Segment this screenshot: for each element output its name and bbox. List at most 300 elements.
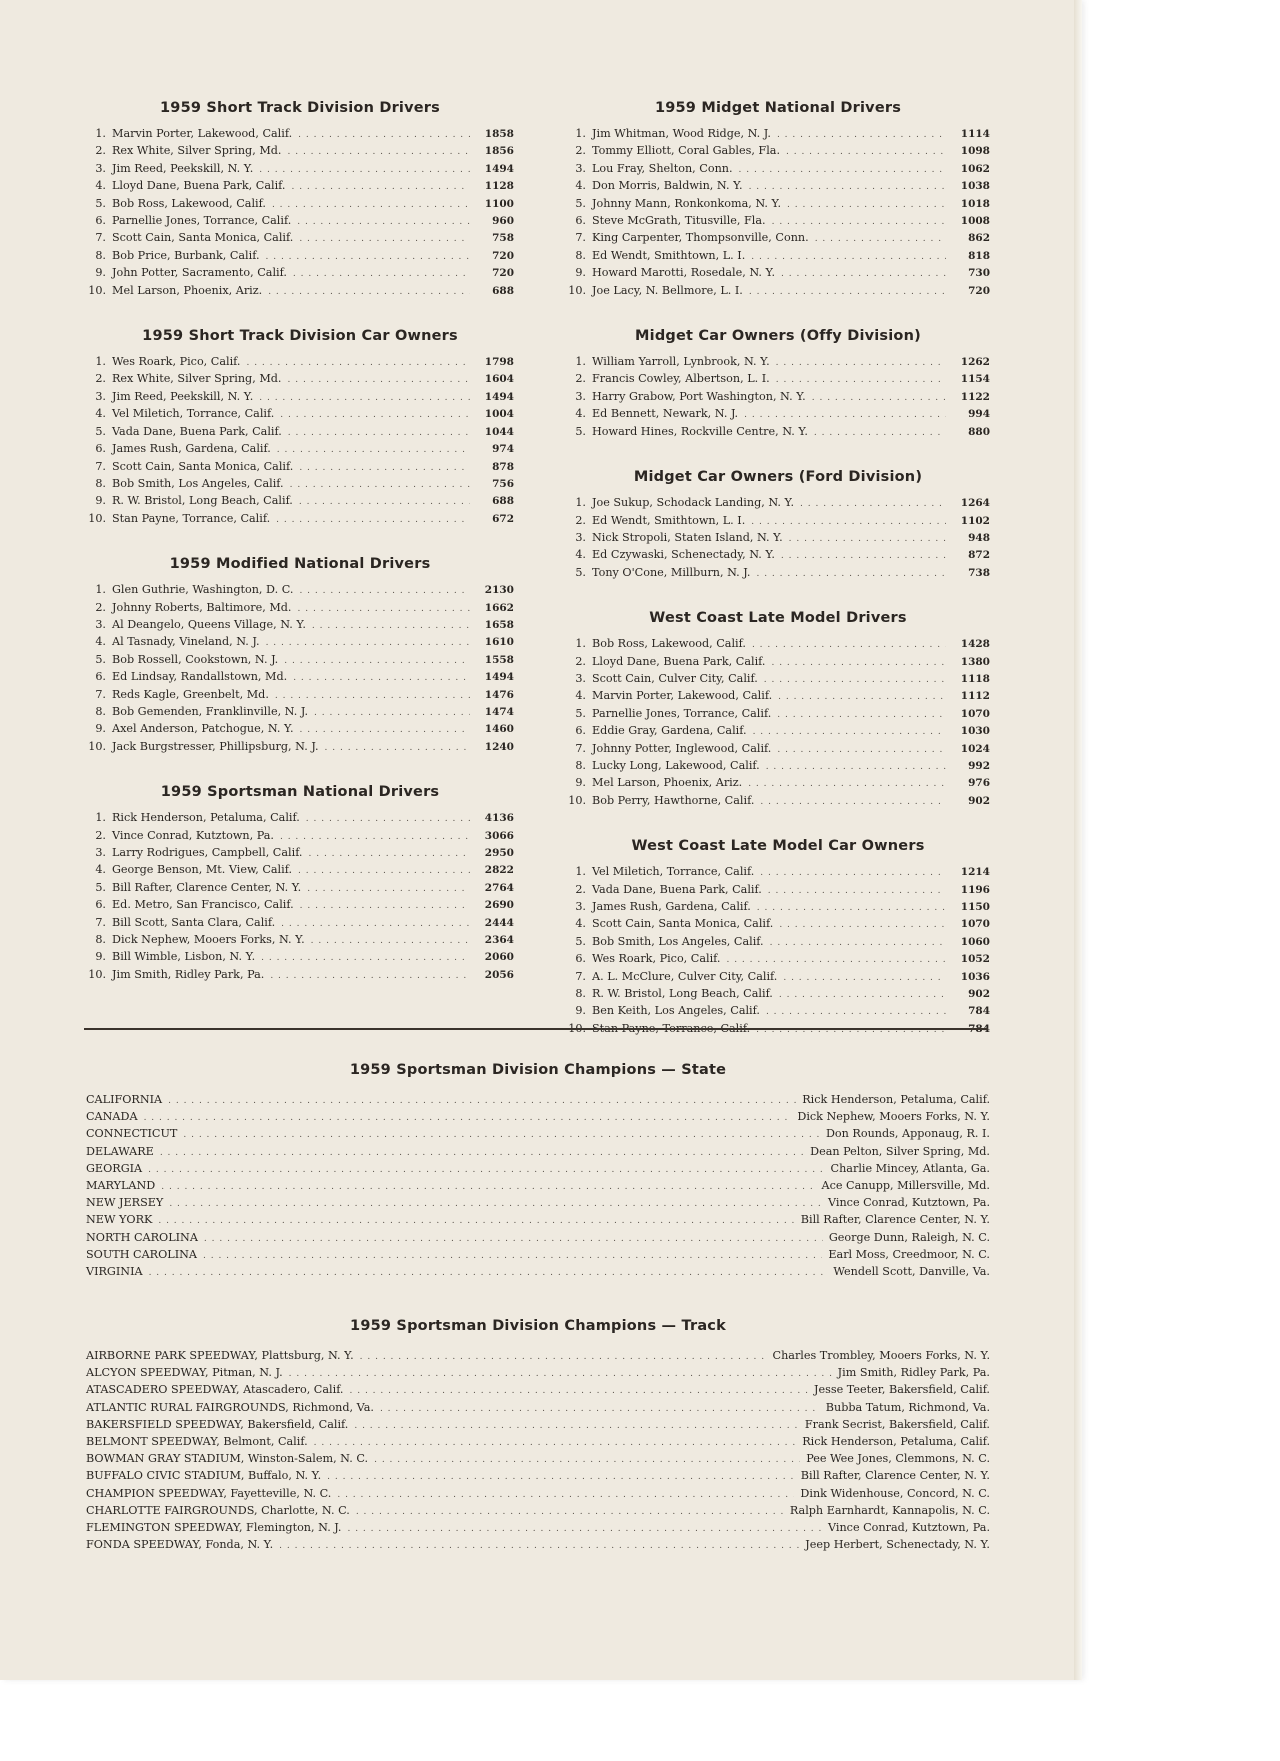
champion-row bbox=[86, 1230, 990, 1247]
rank-number: 1. bbox=[95, 583, 106, 597]
dot-leader bbox=[781, 548, 946, 564]
points-value: 758 bbox=[492, 232, 514, 245]
dot-leader bbox=[288, 144, 471, 160]
dot-leader bbox=[293, 266, 470, 282]
dot-leader bbox=[748, 776, 946, 792]
rank-number: 1. bbox=[575, 496, 586, 510]
standings-row bbox=[566, 951, 990, 968]
points-value: 976 bbox=[968, 777, 990, 790]
dot-leader bbox=[149, 1265, 828, 1281]
rank-number: 8. bbox=[575, 987, 586, 1001]
rank-number: 4. bbox=[95, 179, 106, 193]
champion-row bbox=[86, 1503, 990, 1520]
entrant-name: Jim Whitman, Wood Ridge, N. J. bbox=[592, 127, 771, 140]
points-value: 1060 bbox=[960, 935, 990, 948]
dot-leader bbox=[786, 144, 946, 160]
points-value: 992 bbox=[968, 759, 990, 772]
champion-name: Vince Conrad, Kutztown, Pa. bbox=[828, 1521, 990, 1535]
dot-leader bbox=[778, 689, 946, 705]
rank-number: 3. bbox=[95, 846, 106, 859]
champion-row bbox=[86, 1365, 990, 1382]
dot-leader bbox=[288, 425, 470, 441]
entrant-name: Bill Wimble, Lisbon, N. Y. bbox=[112, 950, 256, 964]
points-value: 2764 bbox=[484, 881, 514, 894]
champion-row bbox=[86, 1348, 990, 1365]
entrant-name: Parnellie Jones, Torrance, Calif. bbox=[112, 214, 292, 228]
rank-number: 9. bbox=[575, 266, 586, 280]
dot-leader bbox=[277, 442, 470, 458]
dot-leader bbox=[279, 1538, 799, 1554]
standings-row bbox=[566, 513, 990, 530]
rank-number: 9. bbox=[95, 494, 106, 508]
points-value: 1018 bbox=[960, 197, 990, 210]
standings-list bbox=[86, 354, 514, 528]
standings-row bbox=[566, 161, 990, 178]
standings-row bbox=[566, 126, 990, 143]
points-value: 1474 bbox=[484, 705, 514, 718]
points-value: 902 bbox=[968, 794, 990, 807]
dot-leader bbox=[276, 512, 470, 528]
entrant-name: Bob Ross, Lakewood, Calif. bbox=[592, 637, 746, 651]
entrant-name: Scott Cain, Santa Monica, Calif. bbox=[112, 231, 294, 245]
standings-row bbox=[566, 424, 990, 441]
entrant-name: Scott Cain, Santa Monica, Calif. bbox=[112, 459, 294, 473]
state-champions-title: 1959 Sportsman Division Champions — State bbox=[349, 1062, 727, 1078]
rank-number: 3. bbox=[575, 161, 586, 175]
points-value: 872 bbox=[968, 549, 990, 562]
rank-number: 1. bbox=[575, 865, 586, 879]
standings-row bbox=[86, 371, 514, 388]
champion-location: DELAWARE bbox=[86, 1144, 154, 1158]
points-value: 1030 bbox=[960, 725, 990, 738]
points-value: 2130 bbox=[484, 584, 514, 597]
champion-location: CALIFORNIA bbox=[86, 1093, 163, 1106]
rank-number: 3. bbox=[95, 161, 106, 175]
points-value: 1494 bbox=[484, 390, 514, 403]
dot-leader bbox=[753, 724, 946, 740]
champion-name: Don Rounds, Apponaug, R. I. bbox=[825, 1127, 990, 1141]
standings-row bbox=[86, 652, 514, 669]
dot-leader bbox=[272, 197, 470, 213]
standings-row bbox=[566, 899, 990, 916]
standings-list bbox=[86, 582, 514, 756]
entrant-name: Rick Henderson, Petaluma, Calif. bbox=[112, 811, 300, 825]
champion-name: Wendell Scott, Danville, Va. bbox=[833, 1265, 990, 1279]
section-title: Midget Car Owners (Offy Division) bbox=[635, 328, 921, 345]
champion-name: George Dunn, Raleigh, N. C. bbox=[828, 1230, 990, 1244]
dot-leader bbox=[268, 284, 470, 300]
dot-leader bbox=[284, 653, 470, 669]
champion-location: CONNECTICUT bbox=[86, 1127, 178, 1141]
standings-row bbox=[86, 634, 514, 651]
standings-row bbox=[86, 161, 514, 178]
standings-row bbox=[86, 880, 514, 897]
champion-location: ALCYON SPEEDWAY, Pitman, N. J. bbox=[86, 1366, 283, 1380]
champion-row bbox=[86, 1486, 990, 1503]
dot-leader bbox=[350, 1383, 809, 1399]
dot-leader bbox=[280, 829, 470, 845]
rank-number: 2. bbox=[575, 144, 586, 158]
points-value: 720 bbox=[968, 284, 990, 297]
standings-row bbox=[566, 706, 990, 723]
dot-leader bbox=[360, 1349, 767, 1365]
champion-location: AIRBORNE PARK SPEEDWAY, Plattsburg, N. Y. bbox=[86, 1349, 354, 1362]
standings-row bbox=[86, 687, 514, 704]
entrant-name: Tony O'Cone, Millburn, N. J. bbox=[592, 565, 751, 579]
champion-row bbox=[86, 1537, 990, 1554]
entrant-name: Bob Gemenden, Franklinville, N. J. bbox=[112, 704, 309, 718]
entrant-name: Ed Bennett, Newark, N. J. bbox=[592, 407, 739, 421]
champion-name: Jeep Herbert, Schenectady, N. Y. bbox=[805, 1538, 990, 1552]
rank-number: 1. bbox=[95, 127, 106, 140]
rank-number: 8. bbox=[95, 933, 106, 947]
rank-number: 5. bbox=[95, 196, 106, 210]
entrant-name: Marvin Porter, Lakewood, Calif. bbox=[112, 127, 293, 140]
dot-leader bbox=[766, 759, 946, 775]
entrant-name: Bob Smith, Los Angeles, Calif. bbox=[112, 476, 284, 490]
points-value: 784 bbox=[968, 1022, 990, 1035]
rank-number: 7. bbox=[95, 231, 106, 245]
entrant-name: R. W. Bristol, Long Beach, Calif. bbox=[592, 987, 773, 1001]
dot-leader bbox=[261, 950, 470, 966]
standings-row bbox=[86, 617, 514, 634]
rank-number: 5. bbox=[95, 424, 106, 438]
dot-leader bbox=[183, 1127, 820, 1143]
dot-leader bbox=[169, 1196, 822, 1212]
dot-leader bbox=[314, 1435, 797, 1451]
champion-location: BOWMAN GRAY STADIUM, Winston-Salem, N. C. bbox=[86, 1452, 369, 1466]
dot-leader bbox=[726, 952, 946, 968]
champion-location: SOUTH CAROLINA bbox=[86, 1247, 197, 1261]
rank-number: 10. bbox=[568, 793, 586, 807]
champion-location: NEW YORK bbox=[86, 1213, 153, 1227]
standings-row bbox=[566, 916, 990, 933]
rank-number: 4. bbox=[575, 917, 586, 931]
points-value: 1004 bbox=[484, 408, 514, 421]
rank-number: 2. bbox=[575, 882, 586, 896]
dot-leader bbox=[752, 637, 946, 653]
rank-number: 5. bbox=[575, 565, 586, 579]
dot-leader bbox=[760, 865, 946, 881]
points-value: 1062 bbox=[960, 162, 990, 175]
dot-leader bbox=[783, 970, 946, 986]
points-value: 720 bbox=[492, 249, 514, 262]
standings-row bbox=[566, 758, 990, 775]
standings-row bbox=[566, 530, 990, 547]
points-value: 672 bbox=[492, 512, 514, 525]
champion-row bbox=[86, 1092, 990, 1109]
points-value: 2444 bbox=[484, 916, 514, 929]
entrant-name: Dick Nephew, Mooers Forks, N. Y. bbox=[112, 933, 305, 947]
standings-row bbox=[86, 721, 514, 738]
dot-leader bbox=[779, 987, 946, 1003]
standings-list bbox=[566, 126, 990, 300]
section-title: 1959 Short Track Division Drivers bbox=[160, 100, 440, 116]
champion-location: CANADA bbox=[86, 1110, 138, 1124]
standings-row bbox=[566, 406, 990, 423]
section-title: West Coast Late Model Car Owners bbox=[631, 838, 925, 855]
standings-row bbox=[86, 196, 514, 213]
rank-number: 1. bbox=[95, 355, 106, 369]
dot-leader bbox=[299, 583, 470, 599]
rank-number: 8. bbox=[95, 704, 106, 718]
points-value: 4136 bbox=[484, 812, 514, 825]
rank-number: 1. bbox=[575, 127, 586, 140]
champion-location: VIRGINIA bbox=[86, 1265, 143, 1279]
entrant-name: Al Tasnady, Vineland, N. J. bbox=[112, 635, 260, 649]
standings-list bbox=[86, 810, 514, 984]
standings-row bbox=[566, 986, 990, 1003]
standings-row bbox=[86, 845, 514, 862]
standings-section bbox=[566, 469, 990, 582]
points-value: 1494 bbox=[484, 671, 514, 684]
entrant-name: Ben Keith, Los Angeles, Calif. bbox=[592, 1004, 760, 1018]
entrant-name: Steve McGrath, Titusville, Fla. bbox=[592, 214, 766, 228]
rank-number: 8. bbox=[95, 248, 106, 262]
dot-leader bbox=[356, 1504, 784, 1520]
points-value: 1098 bbox=[960, 145, 990, 158]
points-value: 1070 bbox=[960, 918, 990, 931]
entrant-name: Rex White, Silver Spring, Md. bbox=[112, 372, 282, 386]
points-value: 1856 bbox=[484, 145, 514, 158]
points-value: 3066 bbox=[484, 829, 514, 842]
standings-row bbox=[566, 775, 990, 792]
standings-row bbox=[566, 265, 990, 282]
rank-number: 10. bbox=[88, 739, 106, 753]
dot-leader bbox=[751, 249, 946, 265]
dot-leader bbox=[299, 494, 470, 510]
standings-list bbox=[566, 864, 990, 1038]
dot-leader bbox=[770, 935, 946, 951]
standings-row bbox=[86, 283, 514, 300]
points-value: 2060 bbox=[484, 951, 514, 964]
standings-row bbox=[566, 248, 990, 265]
standings-row bbox=[86, 213, 514, 230]
entrant-name: Jim Reed, Peekskill, N. Y. bbox=[112, 161, 254, 175]
entrant-name: Joe Sukup, Schodack Landing, N. Y. bbox=[592, 496, 795, 510]
entrant-name: A. L. McClure, Culver City, Calif. bbox=[592, 969, 778, 983]
dot-leader bbox=[739, 162, 946, 178]
champion-name: Dick Nephew, Mooers Forks, N. Y. bbox=[797, 1110, 990, 1124]
champion-name: Jim Smith, Ridley Park, Pa. bbox=[837, 1366, 990, 1380]
standings-row bbox=[566, 547, 990, 564]
standings-row bbox=[566, 741, 990, 758]
points-value: 1150 bbox=[960, 901, 990, 913]
dot-leader bbox=[266, 635, 470, 651]
standings-section bbox=[566, 100, 990, 300]
entrant-name: Jack Burgstresser, Phillipsburg, N. J. bbox=[112, 739, 319, 753]
standings-row bbox=[86, 459, 514, 476]
rank-number: 9. bbox=[95, 950, 106, 964]
dot-leader bbox=[144, 1110, 792, 1126]
entrant-name: Vada Dane, Buena Park, Calif. bbox=[592, 882, 762, 896]
rank-number: 1. bbox=[575, 637, 586, 651]
entrant-name: Parnellie Jones, Torrance, Calif. bbox=[592, 706, 772, 720]
champion-row bbox=[86, 1247, 990, 1264]
dot-leader bbox=[781, 266, 946, 282]
entrant-name: Tommy Elliott, Coral Gables, Fla. bbox=[592, 144, 780, 158]
standings-row bbox=[566, 565, 990, 582]
entrant-name: Wes Roark, Pico, Calif. bbox=[592, 952, 721, 966]
dot-leader bbox=[776, 372, 946, 388]
champion-location: GEORGIA bbox=[86, 1161, 143, 1175]
standings-row bbox=[566, 688, 990, 705]
standings-row bbox=[566, 882, 990, 899]
dot-leader bbox=[312, 618, 470, 634]
dot-leader bbox=[787, 197, 946, 213]
entrant-name: Ed Czywaski, Schenectady, N. Y. bbox=[592, 548, 775, 562]
standings-row bbox=[86, 967, 514, 984]
standings-row bbox=[566, 723, 990, 740]
entrant-name: Vel Miletich, Torrance, Calif. bbox=[592, 865, 755, 879]
dot-leader bbox=[161, 1179, 815, 1195]
entrant-name: Johnny Roberts, Baltimore, Md. bbox=[112, 600, 292, 614]
points-value: 1044 bbox=[484, 425, 514, 438]
dot-leader bbox=[777, 742, 946, 758]
points-value: 1798 bbox=[484, 356, 514, 369]
points-value: 1036 bbox=[960, 970, 990, 983]
points-value: 1558 bbox=[484, 653, 514, 666]
standings-row bbox=[86, 739, 514, 756]
standings-row bbox=[566, 178, 990, 195]
dot-leader bbox=[204, 1231, 823, 1247]
section-title: 1959 Short Track Division Car Owners bbox=[142, 328, 458, 345]
dot-leader bbox=[298, 863, 470, 879]
standings-row bbox=[566, 793, 990, 810]
champion-location: BAKERSFIELD SPEEDWAY, Bakersfield, Calif. bbox=[86, 1417, 349, 1431]
entrant-name: Jim Reed, Peekskill, N. Y. bbox=[112, 389, 254, 403]
standings-row bbox=[86, 126, 514, 143]
standings-row bbox=[86, 897, 514, 914]
points-value: 974 bbox=[492, 443, 514, 456]
points-value: 1262 bbox=[960, 356, 990, 369]
points-value: 1494 bbox=[484, 162, 514, 175]
points-value: 862 bbox=[968, 232, 990, 245]
entrant-name: Jim Smith, Ridley Park, Pa. bbox=[112, 967, 265, 981]
points-value: 1658 bbox=[484, 618, 514, 631]
left-column bbox=[86, 100, 514, 1012]
points-value: 720 bbox=[492, 267, 514, 280]
standings-section bbox=[566, 328, 990, 441]
champion-row bbox=[86, 1178, 990, 1195]
dot-leader bbox=[766, 1004, 946, 1020]
rank-number: 3. bbox=[95, 617, 106, 631]
standings-row bbox=[566, 283, 990, 300]
standings-row bbox=[566, 371, 990, 388]
standings-row bbox=[86, 669, 514, 686]
entrant-name: Johnny Potter, Inglewood, Calif. bbox=[592, 741, 772, 755]
track-champions-section bbox=[86, 1318, 990, 1554]
standings-row bbox=[86, 230, 514, 247]
points-value: 2690 bbox=[484, 899, 514, 912]
section-title: 1959 Modified National Drivers bbox=[169, 556, 431, 573]
points-value: 1128 bbox=[484, 180, 514, 193]
points-value: 1460 bbox=[484, 723, 514, 736]
entrant-name: Francis Cowley, Albertson, L. I. bbox=[592, 372, 770, 386]
dot-leader bbox=[275, 688, 470, 704]
dot-leader bbox=[776, 355, 946, 371]
entrant-name: King Carpenter, Thompsonville, Conn. bbox=[592, 231, 809, 245]
standings-row bbox=[566, 636, 990, 653]
standings-row bbox=[86, 389, 514, 406]
standings-section bbox=[566, 610, 990, 810]
entrant-name: Mel Larson, Phoenix, Ariz. bbox=[592, 776, 743, 790]
entrant-name: Howard Marotti, Rosedale, N. Y. bbox=[592, 266, 776, 280]
points-value: 1604 bbox=[484, 373, 514, 386]
champion-location: ATASCADERO SPEEDWAY, Atascadero, Calif. bbox=[86, 1383, 344, 1397]
entrant-name: Harry Grabow, Port Washington, N. Y. bbox=[592, 389, 806, 403]
entrant-name: Bob Ross, Lakewood, Calif. bbox=[112, 196, 266, 210]
section-title: West Coast Late Model Drivers bbox=[649, 610, 907, 627]
dot-leader bbox=[800, 496, 946, 512]
track-champions-title: 1959 Sportsman Division Champions — Track bbox=[350, 1318, 726, 1334]
entrant-name: Don Morris, Baldwin, N. Y. bbox=[592, 179, 743, 193]
points-value: 1070 bbox=[960, 707, 990, 720]
points-value: 2822 bbox=[484, 864, 514, 877]
state-champions-list bbox=[86, 1092, 990, 1281]
dot-leader bbox=[777, 127, 946, 143]
entrant-name: William Yarroll, Lynbrook, N. Y. bbox=[592, 355, 770, 369]
rank-number: 5. bbox=[575, 706, 586, 720]
rank-number: 1. bbox=[575, 355, 586, 369]
standings-row bbox=[566, 969, 990, 986]
dot-leader bbox=[756, 566, 946, 582]
standings-section bbox=[86, 556, 514, 756]
champion-row bbox=[86, 1109, 990, 1126]
entrant-name: James Rush, Gardena, Calif. bbox=[112, 442, 271, 456]
section-divider bbox=[84, 1028, 988, 1030]
points-value: 994 bbox=[968, 408, 990, 421]
dot-leader bbox=[203, 1248, 822, 1264]
dot-leader bbox=[259, 390, 470, 406]
standings-row bbox=[86, 406, 514, 423]
track-champions-list bbox=[86, 1348, 990, 1554]
dot-leader bbox=[158, 1213, 794, 1229]
page-edge bbox=[1074, 0, 1082, 1680]
standings-row bbox=[86, 810, 514, 827]
rank-number: 2. bbox=[575, 513, 586, 527]
standings-row bbox=[566, 213, 990, 230]
entrant-name: Johnny Mann, Ronkonkoma, N. Y. bbox=[592, 196, 782, 210]
champion-name: Ace Canupp, Millersville, Md. bbox=[821, 1179, 990, 1193]
entrant-name: Eddie Gray, Gardena, Calif. bbox=[592, 724, 747, 738]
entrant-name: Howard Hines, Rockville Centre, N. Y. bbox=[592, 424, 808, 438]
entrant-name: Axel Anderson, Patchogue, N. Y. bbox=[112, 722, 294, 736]
rank-number: 9. bbox=[575, 776, 586, 790]
dot-leader bbox=[299, 231, 470, 247]
right-column bbox=[566, 100, 990, 1066]
rank-number: 6. bbox=[575, 952, 586, 966]
dot-leader bbox=[751, 514, 946, 530]
entrant-name: Ed Wendt, Smithtown, L. I. bbox=[592, 513, 746, 527]
entrant-name: Bob Price, Burbank, Calif. bbox=[112, 248, 260, 262]
entrant-name: Ed Lindsay, Randallstown, Md. bbox=[112, 670, 288, 684]
champion-row bbox=[86, 1382, 990, 1399]
rank-number: 2. bbox=[95, 144, 106, 158]
points-value: 1610 bbox=[484, 636, 514, 649]
standings-row bbox=[86, 932, 514, 949]
dot-leader bbox=[814, 425, 946, 441]
standings-row bbox=[86, 493, 514, 510]
champion-name: Frank Secrist, Bakersfield, Calif. bbox=[804, 1417, 990, 1431]
standings-row bbox=[566, 354, 990, 371]
points-value: 1196 bbox=[960, 883, 990, 896]
rank-number: 6. bbox=[95, 898, 106, 912]
champion-name: Bill Rafter, Clarence Center, N. Y. bbox=[800, 1213, 990, 1227]
entrant-name: Bob Smith, Los Angeles, Calif. bbox=[592, 934, 764, 948]
champion-row bbox=[86, 1468, 990, 1485]
standings-section bbox=[86, 784, 514, 984]
